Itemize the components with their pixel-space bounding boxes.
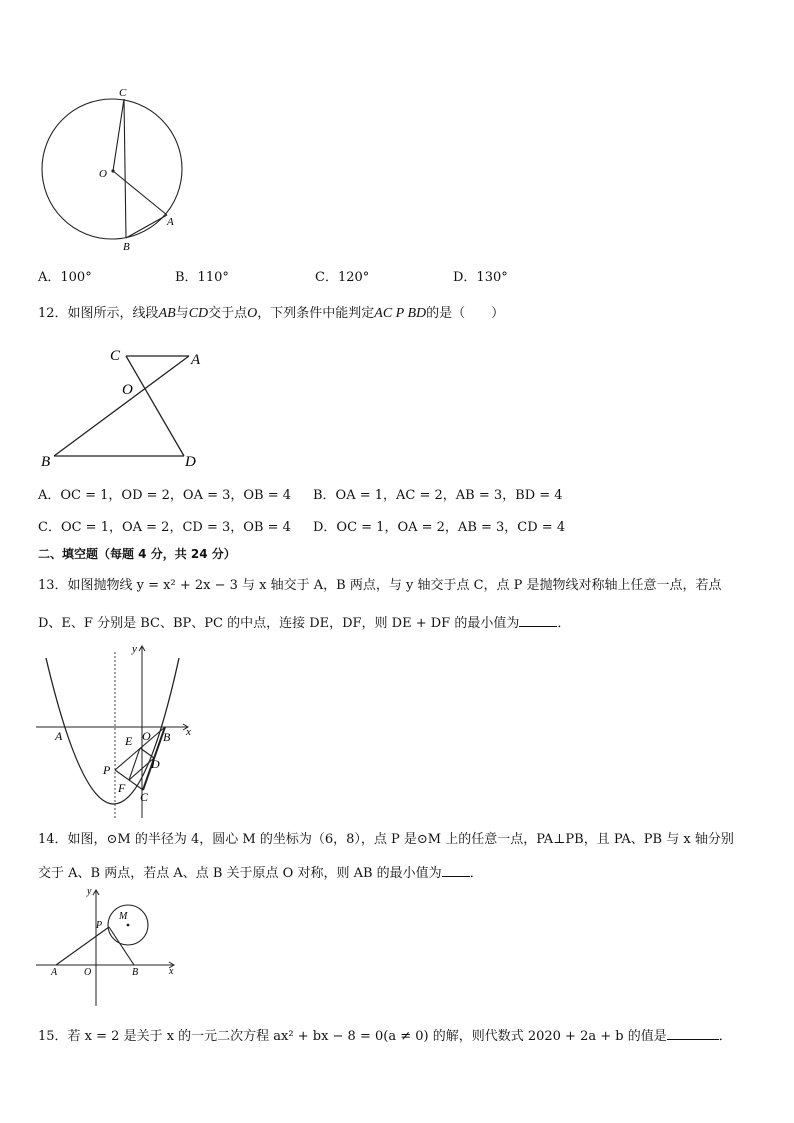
- label-C: C: [119, 87, 127, 99]
- q13-line1: 13．如图抛物线 y = x² + 2x − 3 与 x 轴交于 A，B 两点，与 y 轴交于点 C，点 P 是抛物线对称轴上任意一点，若点: [38, 578, 722, 593]
- label-O: O: [99, 168, 107, 180]
- label-B: B: [123, 241, 130, 253]
- q12-option-d: D．OC = 1，OA = 2，AB = 3，CD = 4: [313, 520, 566, 535]
- section-title: 二、填空题（每题 4 分，共 24 分）: [38, 547, 236, 561]
- q14-line1: 14．如图，⊙M 的半径为 4，圆心 M 的坐标为（6，8），点 P 是⊙M 上的任意一点，PA⊥PB，且 PA、PB 与 x 轴分别: [38, 832, 734, 847]
- q12-option-b: B．OA = 1，AC = 2，AB = 3，BD = 4: [313, 488, 563, 503]
- label-O: O: [84, 967, 92, 978]
- label-B: B: [132, 967, 139, 978]
- q12-option-c: C．OC = 1，OA = 2，CD = 3，OB = 4: [38, 520, 291, 535]
- answer-blank: [519, 614, 557, 627]
- label-M: M: [119, 911, 128, 922]
- label-x: x: [169, 966, 174, 977]
- q12-figure: [38, 342, 213, 470]
- label-A: A: [55, 729, 63, 743]
- q11-option-d: D．130°: [453, 270, 508, 285]
- answer-blank: [667, 1027, 719, 1040]
- label-B: B: [41, 454, 51, 470]
- q11-option-b: B．110°: [175, 270, 229, 285]
- q12-stem: 12．如图所示，线段AB与CD交于点O，下列条件中能判定AC P BD的是（ ）: [38, 306, 505, 321]
- q14-circle-axes-figure: [36, 884, 181, 1008]
- answer-blank: [442, 864, 470, 877]
- label-D: D: [151, 757, 160, 771]
- label-P: P: [103, 763, 111, 777]
- label-F: F: [118, 781, 126, 795]
- label-B: B: [163, 730, 171, 744]
- q11-circle-figure: [38, 84, 188, 254]
- label-D: D: [185, 454, 196, 470]
- label-P: P: [96, 920, 103, 931]
- q12-option-a: A．OC = 1，OD = 2，OA = 3，OB = 4: [38, 488, 292, 503]
- label-C: C: [140, 790, 149, 804]
- q15-line: 15．若 x = 2 是关于 x 的一元二次方程 ax² + bx − 8 = 0(a ≠ 0) 的解，则代数式 2020 + 2a + b 的值是 ．: [38, 1029, 732, 1044]
- q11-option-a: A．100°: [38, 270, 92, 285]
- label-A: A: [191, 352, 201, 368]
- label-O: O: [122, 382, 133, 398]
- question-number: 12．: [38, 306, 68, 321]
- label-O: O: [142, 729, 151, 743]
- label-A: A: [167, 216, 174, 228]
- label-x: x: [186, 726, 191, 738]
- q14-line2: 交于 A、B 两点，若点 A、点 B 关于原点 O 对称，则 AB 的最小值为 ．: [38, 866, 483, 881]
- q13-parabola-figure: [36, 640, 196, 822]
- q13-line2: D、E、F 分别是 BC、BP、PC 的中点，连接 DE，DF，则 DE + DF 的最小值为 ．: [38, 616, 571, 631]
- label-A: A: [51, 967, 58, 978]
- q11-option-c: C．120°: [315, 270, 370, 285]
- label-C: C: [110, 348, 121, 364]
- label-y: y: [87, 886, 92, 897]
- label-E: E: [125, 734, 133, 748]
- label-y: y: [132, 643, 137, 655]
